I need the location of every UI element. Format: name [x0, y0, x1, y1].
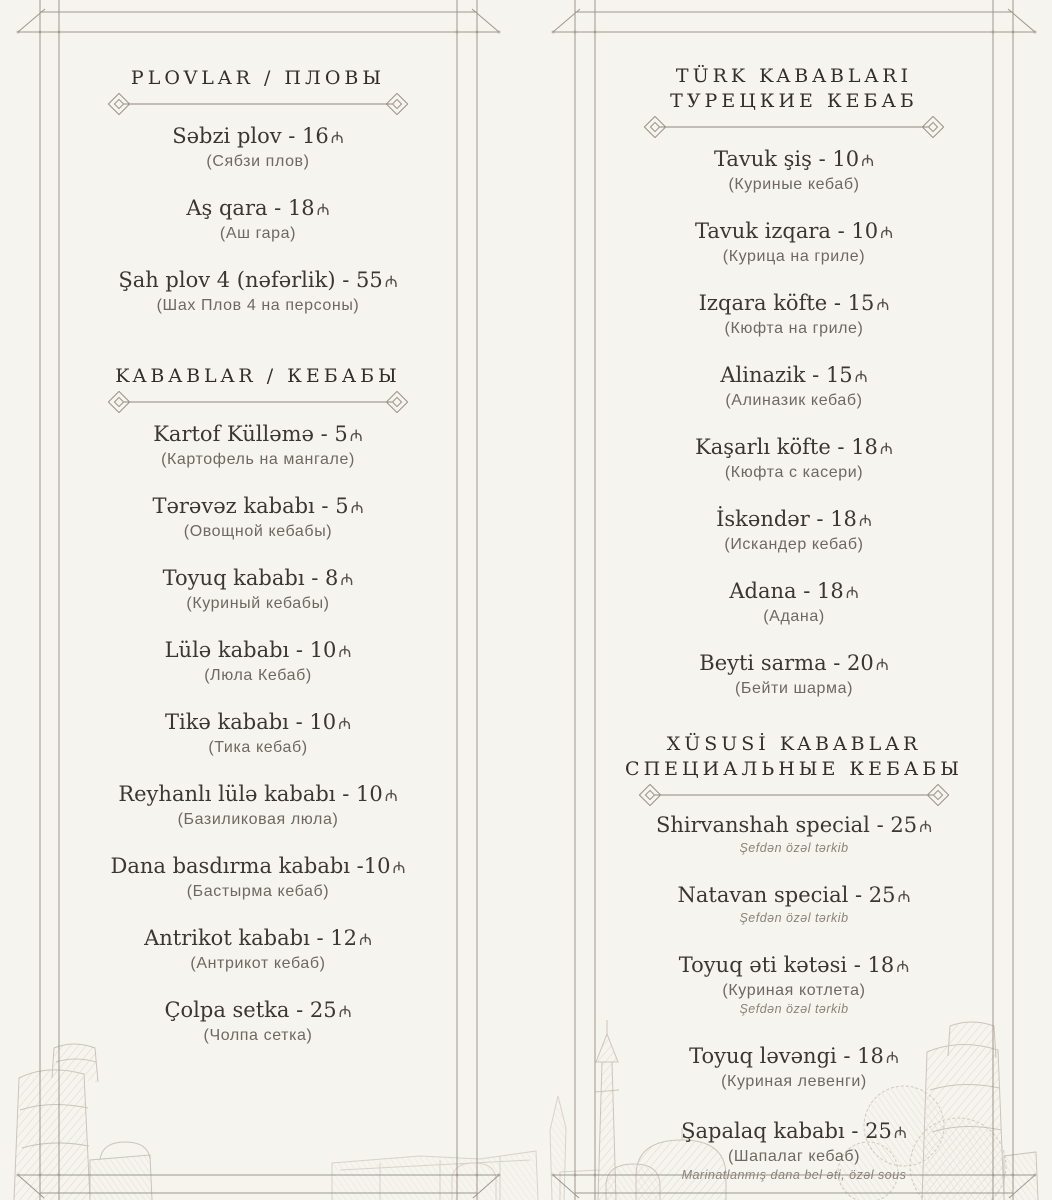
item-title: [59, 195, 457, 223]
manat-currency-symbol: ₼: [897, 887, 911, 906]
menu-item: [59, 709, 457, 758]
item-name-price: Toyuq kababı - 8: [162, 566, 339, 590]
item-translation-ru: (Аш гара): [219, 225, 297, 242]
menu-item: [59, 123, 457, 172]
section-title: [595, 732, 993, 782]
item-chef-note: Şefdən özəl tərkib: [739, 1002, 849, 1016]
item-title: [595, 362, 993, 390]
item-title: [595, 952, 993, 980]
manat-currency-symbol: ₼: [316, 200, 330, 219]
menu-item: [59, 493, 457, 542]
menu-item: [59, 781, 457, 830]
section-divider: [639, 784, 949, 806]
item-name-price: Natavan special - 25: [677, 883, 896, 907]
menu-item: [595, 146, 993, 195]
section-turk-kabablari: [595, 64, 993, 722]
menu-item: [595, 812, 993, 856]
item-translation-ru: (Курица на гриле): [722, 248, 866, 265]
manat-currency-symbol: ₼: [330, 128, 344, 147]
item-chef-note: Şefdən özəl tərkib: [739, 841, 849, 855]
item-title: [59, 637, 457, 665]
manat-currency-symbol: ₼: [384, 786, 398, 805]
item-translation-ru: (Куриный кебабы): [186, 595, 330, 612]
menu-item: [595, 218, 993, 267]
item-title: [595, 146, 993, 174]
item-translation-ru: (Сябзи плов): [206, 153, 310, 170]
item-name-price: Izqara köfte - 15: [698, 291, 875, 315]
item-title: [59, 493, 457, 521]
item-name-price: Antrikot kababı - 12: [144, 926, 357, 950]
menu-item: [595, 434, 993, 483]
item-translation-ru: (Куриная котлета): [722, 982, 866, 999]
menu-page-right: [595, 0, 993, 1200]
item-name-price: Çolpa setka - 25: [164, 998, 337, 1022]
item-title: [595, 434, 993, 462]
menu-item: [595, 1043, 993, 1092]
manat-currency-symbol: ₼: [338, 714, 352, 733]
item-title: [59, 123, 457, 151]
section-divider: [108, 93, 408, 115]
menu-item: [595, 1118, 993, 1183]
item-name-price: Lülə kababı - 10: [164, 638, 337, 662]
item-name-price: Səbzi plov - 16: [172, 124, 329, 148]
item-title: [595, 578, 993, 606]
manat-currency-symbol: ₼: [919, 817, 933, 836]
menu-page-left: [59, 0, 457, 1200]
menu-item: [595, 506, 993, 555]
item-title: [59, 709, 457, 737]
item-translation-ru: (Бастырма кебаб): [186, 883, 330, 900]
item-name-price: Beyti sarma - 20: [699, 651, 874, 675]
item-translation-ru: (Кюфта с касери): [724, 464, 864, 481]
menu-item: [595, 362, 993, 411]
item-name-price: Kartof Külləmə - 5: [153, 422, 348, 446]
item-name-price: Tikə kababı - 10: [164, 710, 337, 734]
menu-item: [595, 952, 993, 1017]
item-title: [59, 565, 457, 593]
menu-item: [59, 853, 457, 902]
item-translation-ru: (Шапалаг кебаб): [727, 1148, 861, 1165]
section-title-line: KABABLAR / КЕБАБЫ: [115, 365, 401, 387]
manat-currency-symbol: ₼: [358, 930, 372, 949]
manat-currency-symbol: ₼: [854, 367, 868, 386]
item-title: [595, 1118, 993, 1146]
section-xususi-kabablar: [595, 732, 993, 1200]
manat-currency-symbol: ₼: [893, 1123, 907, 1142]
item-translation-ru: (Чолпа сетка): [203, 1027, 313, 1044]
item-translation-ru: (Антрикот кебаб): [190, 955, 326, 972]
section-title: [59, 364, 457, 389]
section-title-line: PLOVLAR / ПЛОВЫ: [130, 67, 386, 89]
item-title: [59, 421, 457, 449]
item-title: [595, 218, 993, 246]
manat-currency-symbol: ₼: [876, 295, 890, 314]
item-translation-ru: (Овощной кебабы): [183, 523, 333, 540]
menu-item: [59, 565, 457, 614]
item-translation-ru: (Адана): [763, 608, 825, 625]
item-translation-ru: (Базиликовая люла): [177, 811, 339, 828]
item-name-price: Tavuk izqara - 10: [694, 219, 879, 243]
manat-currency-symbol: ₼: [880, 223, 894, 242]
item-name-price: Toyuq ləvəngi - 18: [689, 1044, 884, 1068]
item-name-price: Dana basdırma kababı -10: [110, 854, 391, 878]
item-translation-ru: (Шах Плов 4 на персоны): [156, 297, 360, 314]
menu-item: [59, 421, 457, 470]
item-name-price: Tavuk şiş - 10: [713, 147, 860, 171]
item-translation-ru: (Люла Кебаб): [204, 667, 312, 684]
item-chef-note: Şefdən özəl tərkib: [739, 911, 849, 925]
menu-item: [595, 578, 993, 627]
manat-currency-symbol: ₼: [338, 1002, 352, 1021]
item-translation-ru: (Куриная левенги): [721, 1073, 867, 1090]
item-name-price: Kaşarlı köfte - 18: [695, 435, 878, 459]
item-title: [595, 1043, 993, 1071]
item-translation-ru: (Алиназик кебаб): [725, 392, 863, 409]
manat-currency-symbol: ₼: [845, 583, 859, 602]
section-title: [595, 64, 993, 114]
item-translation-ru: (Куриные кебаб): [728, 176, 860, 193]
section-title-line: ТУРЕЦКИЕ КЕБАБ: [670, 90, 918, 112]
section-title-line: TÜRK KABABLARI: [675, 65, 913, 87]
item-title: [595, 882, 993, 910]
item-translation-ru: (Кюфта на гриле): [724, 320, 864, 337]
section-plovlar: [59, 66, 457, 339]
manat-currency-symbol: ₼: [875, 655, 889, 674]
menu-item: [59, 997, 457, 1046]
section-title: [59, 66, 457, 91]
item-title: [59, 781, 457, 809]
item-name-price: Shirvanshah special - 25: [655, 813, 918, 837]
manat-currency-symbol: ₼: [896, 957, 910, 976]
item-name-price: Şapalaq kababı - 25: [681, 1119, 892, 1143]
item-translation-ru: (Искандер кебаб): [724, 536, 864, 553]
item-translation-ru: (Бейти шарма): [734, 680, 854, 697]
item-name-price: Toyuq əti kətəsi - 18: [678, 953, 895, 977]
item-name-price: İskəndər - 18: [716, 507, 857, 531]
manat-currency-symbol: ₼: [885, 1048, 899, 1067]
menu-item: [595, 290, 993, 339]
item-sauce-note: Marinatlanmış dana bel əti, özəl sous: [681, 1168, 907, 1182]
item-name-price: Adana - 18: [729, 579, 844, 603]
menu-item: [59, 195, 457, 244]
menu-item: [595, 882, 993, 926]
manat-currency-symbol: ₼: [392, 858, 406, 877]
item-name-price: Şah plov 4 (nəfərlik) - 55: [118, 268, 383, 292]
section-title-line: XÜSUSİ KABABLAR: [666, 733, 922, 755]
item-title: [595, 650, 993, 678]
manat-currency-symbol: ₼: [349, 426, 363, 445]
item-title: [59, 925, 457, 953]
item-title: [595, 506, 993, 534]
item-title: [59, 853, 457, 881]
menu-item: [59, 267, 457, 316]
item-name-price: Reyhanlı lülə kababı - 10: [118, 782, 383, 806]
menu-item: [59, 925, 457, 974]
item-title: [59, 267, 457, 295]
manat-currency-symbol: ₼: [338, 642, 352, 661]
item-title: [59, 997, 457, 1025]
item-translation-ru: (Тика кебаб): [208, 739, 308, 756]
menu-item: [595, 650, 993, 699]
manat-currency-symbol: ₼: [350, 498, 364, 517]
section-divider: [644, 116, 944, 138]
item-translation-ru: (Картофель на мангале): [161, 451, 355, 468]
item-name-price: Alinazik - 15: [720, 363, 853, 387]
manat-currency-symbol: ₼: [858, 511, 872, 530]
item-name-price: Aş qara - 18: [186, 196, 315, 220]
item-name-price: Tərəvəz kababı - 5: [152, 494, 349, 518]
manat-currency-symbol: ₼: [340, 570, 354, 589]
manat-currency-symbol: ₼: [879, 439, 893, 458]
item-title: [595, 812, 993, 840]
manat-currency-symbol: ₼: [861, 151, 875, 170]
section-divider: [108, 391, 408, 413]
manat-currency-symbol: ₼: [384, 272, 398, 291]
menu-item: [59, 637, 457, 686]
section-title-line: СПЕЦИАЛЬНЫЕ КЕБАБЫ: [625, 758, 963, 780]
item-title: [595, 290, 993, 318]
section-kabablar: [59, 364, 457, 1069]
